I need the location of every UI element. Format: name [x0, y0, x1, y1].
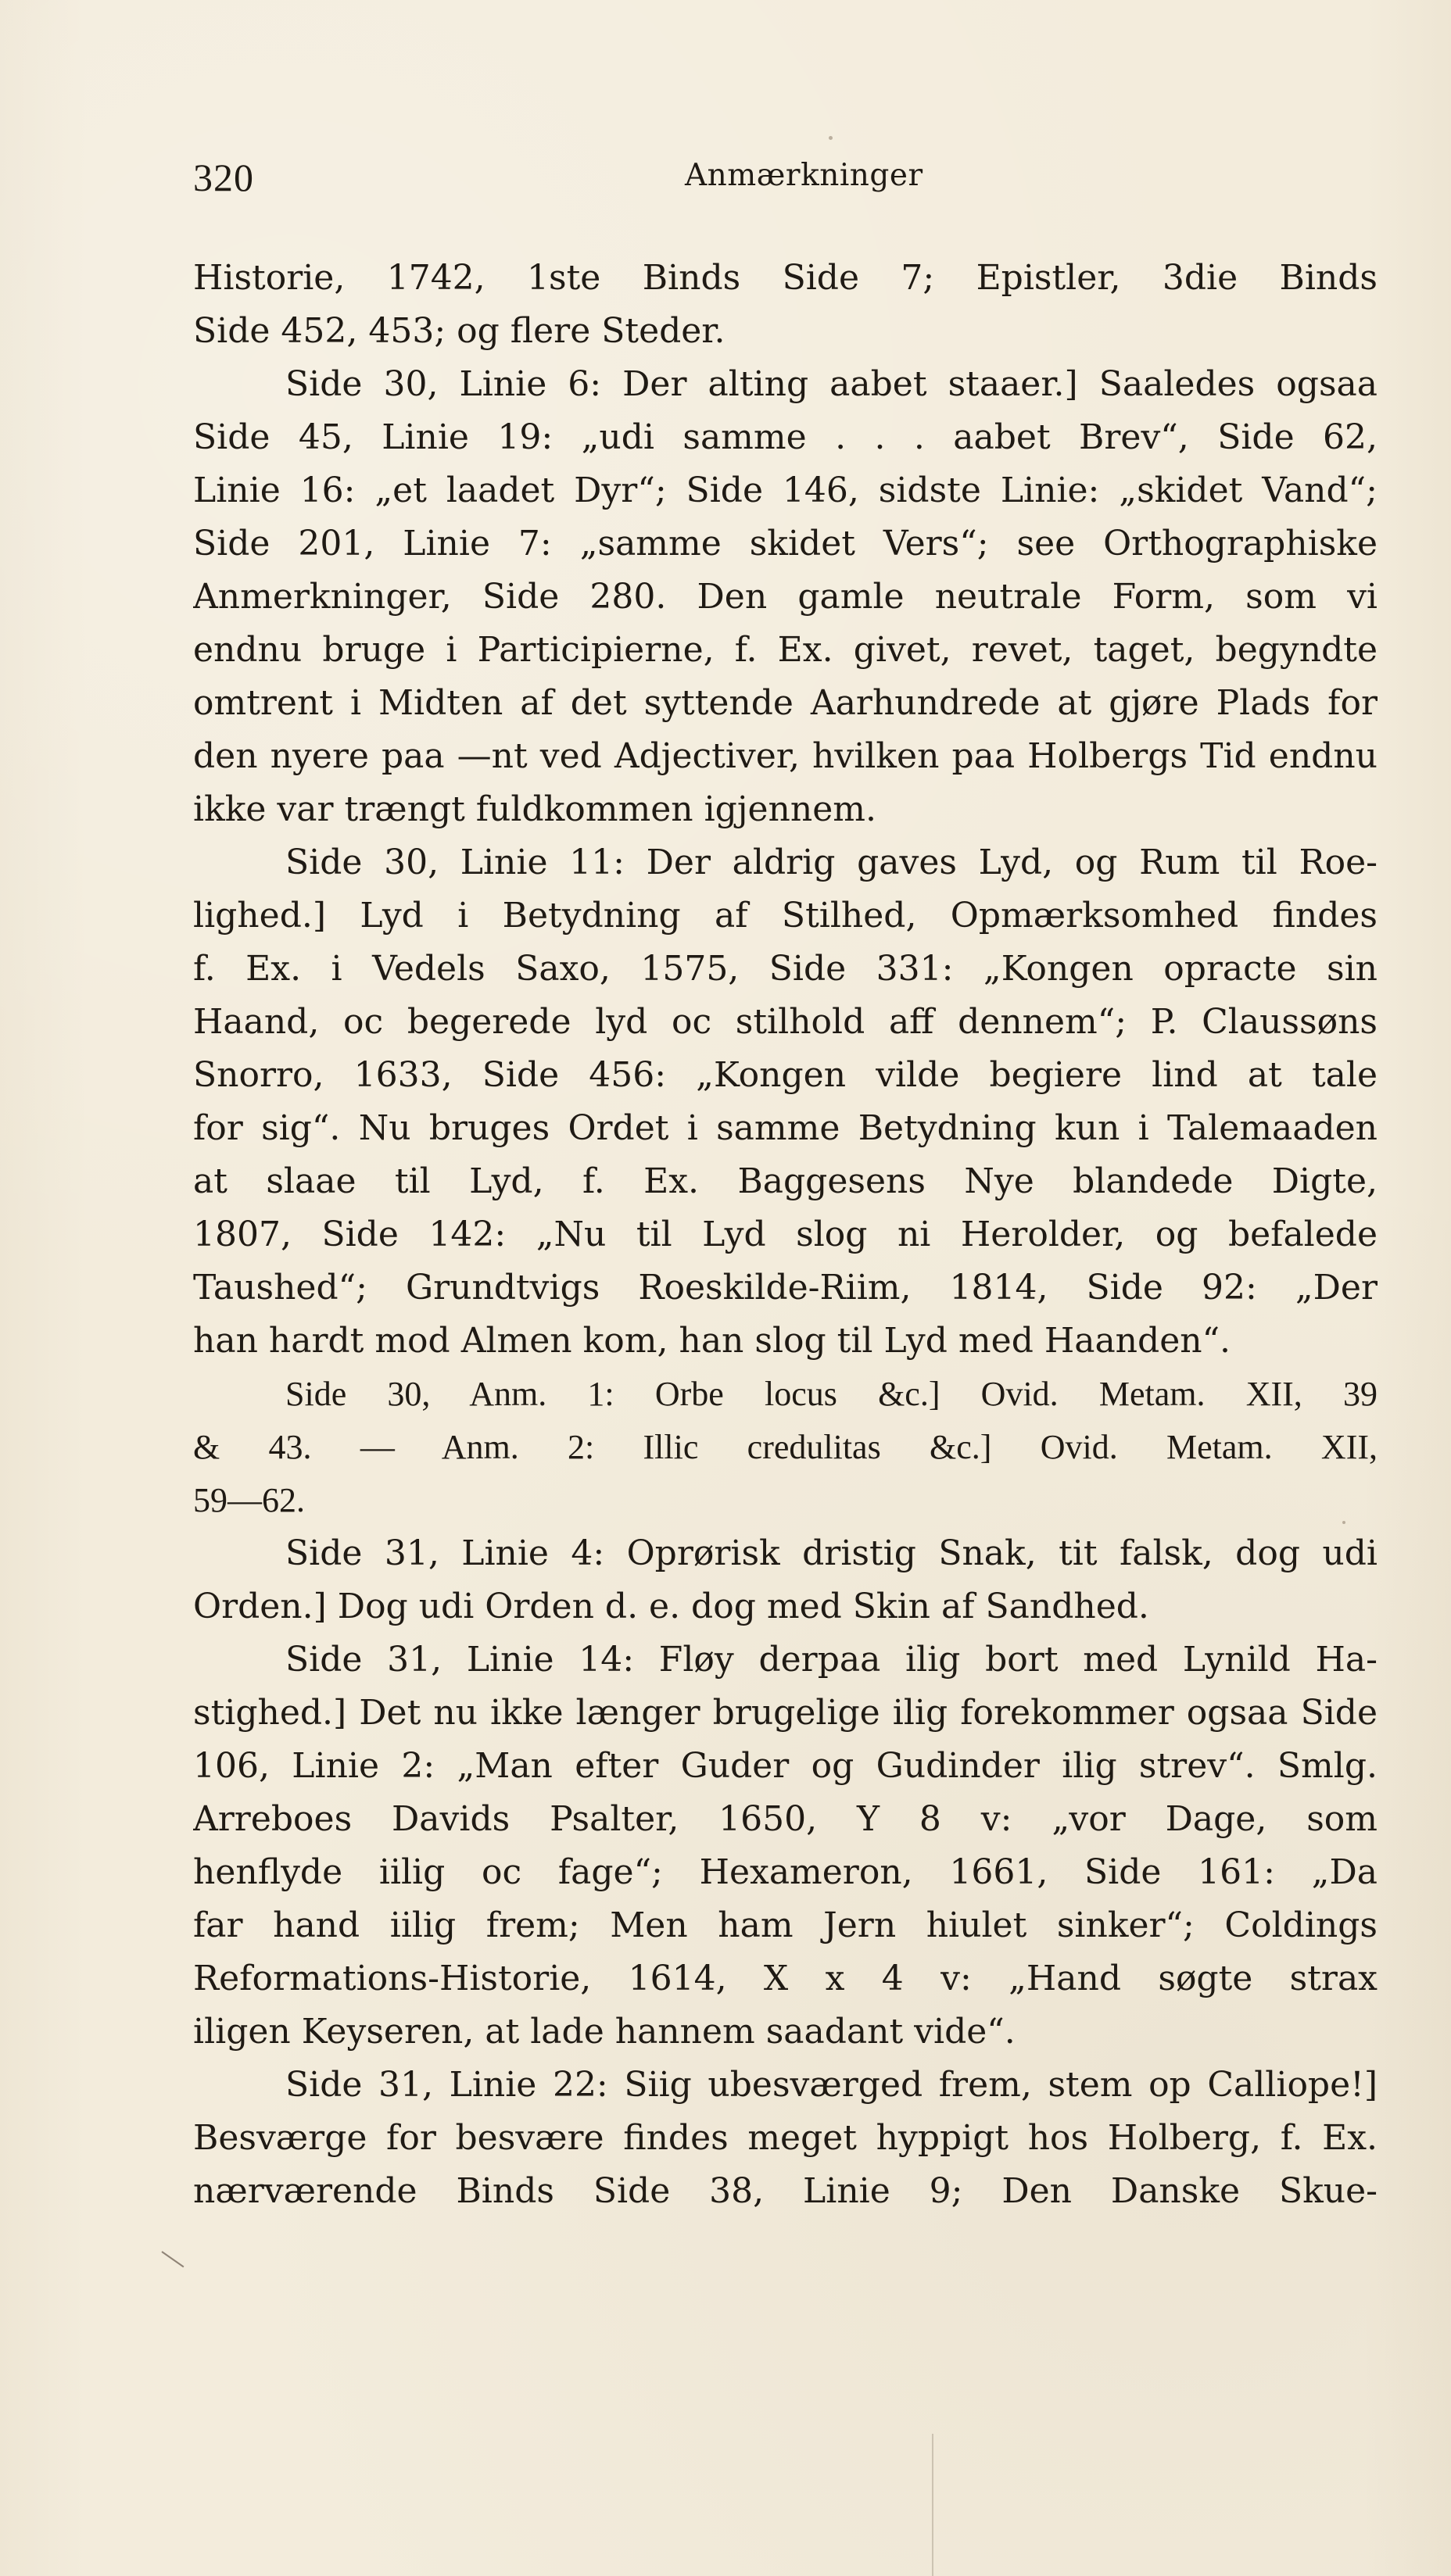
text-line: Side 30, Anm. 1: Orbe locus &c.] Ovid. Metam. XII, 39: [285, 1375, 1378, 1413]
text-line: iligen Keyseren, at lade hannem saadant vide“.: [193, 2012, 1016, 2052]
text-line: Anmerkninger, Side 280. Den gamle neutrale Form, som vi: [193, 577, 1378, 617]
running-head: Anmærkninger: [685, 158, 923, 193]
text-line: Linie 16: „et laadet Dyr“; Side 146, sidste Linie: „skidet Vand“;: [193, 470, 1378, 510]
page-header: [193, 155, 1376, 202]
text-line: henflyde iilig oc fage“; Hexameron, 1661, Side 161: „Da: [193, 1852, 1378, 1892]
text-line: Besværge for besvære findes meget hyppigt hos Holberg, f. Ex.: [193, 2118, 1378, 2158]
text-line: for sig“. Nu bruges Ordet i samme Betydning kun i Talemaaden: [193, 1108, 1378, 1148]
paper-speck: [829, 136, 833, 140]
text-line: Side 31, Linie 4: Oprørisk dristig Snak, tit falsk, dog udi: [285, 1533, 1378, 1573]
text-line: Reformations-Historie, 1614, X x 4 v: „Hand søgte strax: [193, 1959, 1378, 1998]
text-line: Side 45, Linie 19: „udi samme . . . aabet Brev“, Side 62,: [193, 417, 1378, 457]
text-line: far hand iilig frem; Men ham Jern hiulet sinker“; Coldings: [193, 1905, 1378, 1945]
text-line: Snorro, 1633, Side 456: „Kongen vilde begiere lind at tale: [193, 1055, 1378, 1095]
text-line: Haand, oc begerede lyd oc stilhold aff dennem“; P. Claussøns: [193, 1002, 1378, 1042]
text-line: & 43. — Anm. 2: Illic credulitas &c.] Ovid. Metam. XII,: [193, 1428, 1378, 1466]
text-line: nærværende Binds Side 38, Linie 9; Den Danske Skue-: [193, 2171, 1378, 2211]
paper-speck: [1342, 1521, 1345, 1524]
text-line: Taushed“; Grundtvigs Roeskilde-Riim, 1814, Side 92: „Der: [193, 1268, 1378, 1308]
text-line: Side 30, Linie 11: Der aldrig gaves Lyd, og Rum til Roe-: [285, 843, 1378, 882]
text-line: endnu bruge i Participierne, f. Ex. givet, revet, taget, begyndte: [193, 630, 1378, 670]
annotation-text: [193, 252, 1378, 2218]
text-line: Orden.] Dog udi Orden d. e. dog med Skin af Sandhed.: [193, 1587, 1149, 1626]
text-line: lighed.] Lyd i Betydning af Stilhed, Opmærksomhed findes: [193, 896, 1378, 936]
text-line: 59—62.: [193, 1481, 305, 1519]
text-line: den nyere paa —nt ved Adjectiver, hvilken paa Holbergs Tid endnu: [193, 736, 1378, 776]
text-line: Side 201, Linie 7: „samme skidet Vers“; see Orthographiske: [193, 524, 1378, 564]
text-line: Side 452, 453; og flere Steder.: [193, 311, 726, 351]
text-line: f. Ex. i Vedels Saxo, 1575, Side 331: „Kongen opracte sin: [193, 949, 1378, 989]
text-line: Side 30, Linie 6: Der alting aabet staaer.] Saaledes ogsaa: [285, 364, 1378, 404]
text-line: 106, Linie 2: „Man efter Guder og Gudinder ilig strev“. Smlg.: [193, 1746, 1378, 1786]
text-line: omtrent i Midten af det syttende Aarhundrede at gjøre Plads for: [193, 683, 1378, 723]
text-line: Historie, 1742, 1ste Binds Side 7; Epistler, 3die Binds: [193, 258, 1378, 298]
page-number: 320: [193, 156, 254, 199]
text-line: ikke var trængt fuldkommen igjennem.: [193, 789, 876, 829]
text-line: Side 31, Linie 14: Fløy derpaa ilig bort med Lynild Ha-: [285, 1640, 1378, 1680]
text-line: 1807, Side 142: „Nu til Lyd slog ni Herolder, og befalede: [193, 1215, 1378, 1254]
margin-mark: [161, 2251, 184, 2267]
text-line: Side 31, Linie 22: Siig ubesværged frem, stem op Calliope!]: [285, 2065, 1378, 2105]
text-line: stighed.] Det nu ikke længer brugelige ilig forekommer ogsaa Side: [193, 1693, 1378, 1733]
text-line: Arreboes Davids Psalter, 1650, Y 8 v: „vor Dage, som: [193, 1799, 1378, 1839]
text-line: han hardt mod Almen kom, han slog til Lyd med Haanden“.: [193, 1321, 1231, 1361]
bottom-edge-mark: [932, 2434, 933, 2576]
text-line: at slaae til Lyd, f. Ex. Baggesens Nye blandede Digte,: [193, 1161, 1378, 1201]
